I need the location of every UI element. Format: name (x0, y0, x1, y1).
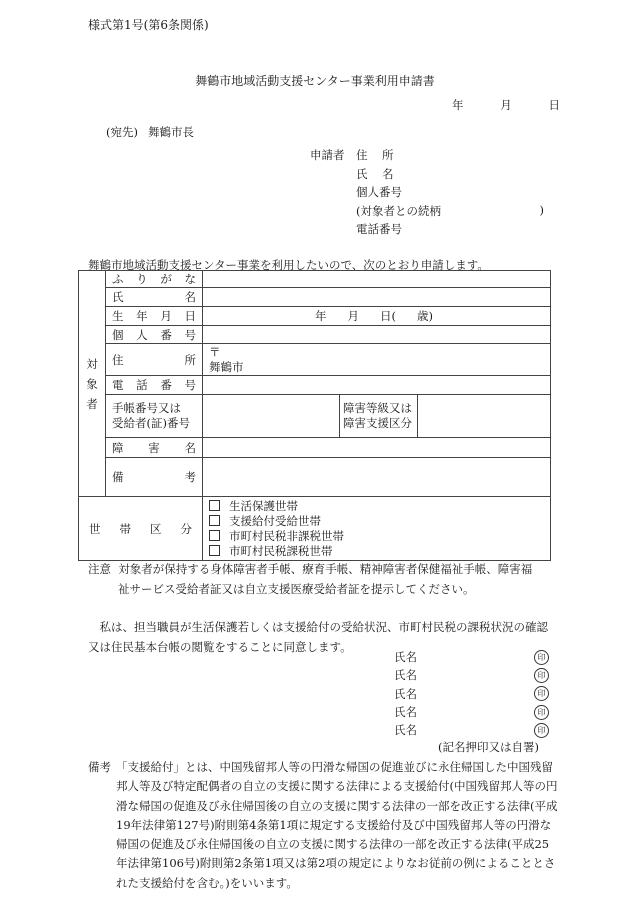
checkbox-icon[interactable] (209, 530, 220, 541)
signature-note: (記名押印又は自署) (438, 740, 539, 754)
personal-number-field[interactable] (203, 326, 551, 344)
booklet-number-label: 手帳番号又は 受給者(証)番号 (106, 395, 203, 438)
signature-line[interactable] (394, 685, 549, 703)
seal-icon: 印 (534, 705, 549, 720)
note-block (88, 559, 558, 599)
phone-label: 電 話 番 号 (106, 376, 203, 395)
signature-label: 氏名 (394, 668, 417, 683)
checkbox-icon[interactable] (209, 500, 220, 511)
remarks-text: 「支援給付」とは、中国残留邦人等の円滑な帰国の促進並びに永住帰国した中国残留邦人等及び特定配偶者の自立の支援に関する法律による支援給付(中国残留邦人等の円滑な帰国の促進及び永住帰国後の自立の支援に関する法律の一部を改正する法律(平成19年法律第127号)附則第4条第1項に規定する支援給付及び中国残留邦人等の円滑な帰国の促進及び永住帰国後の自立の支援に関する法律の一部を改正する法律(平成25年法律第106号)附則第2条第1項又は第2項の規定によりなお従前の例によることとされた支援給付を含む。)をいいます。 (116, 760, 558, 890)
birthdate-label: 生 年 月 日 (106, 307, 203, 326)
signature-line[interactable] (394, 666, 549, 684)
char: 住 (356, 148, 368, 162)
remarks-label: 備 考 (106, 458, 203, 497)
applicant-address-field[interactable] (356, 147, 546, 166)
char: 氏 (356, 166, 368, 181)
month-label: 月 (500, 98, 512, 112)
option-label: 市町村民税非課税世帯 (229, 528, 344, 543)
year-label: 年 (452, 98, 464, 112)
household-option-non-taxable[interactable] (209, 529, 544, 544)
address-field[interactable] (203, 344, 551, 376)
household-option-support[interactable] (209, 514, 544, 529)
applicant-relationship-field[interactable] (356, 203, 544, 222)
booklet-number-field[interactable] (203, 395, 340, 438)
checkbox-icon[interactable] (209, 515, 220, 526)
intro-text: 舞鶴市地域活動支援センター事業を利用したいので、次のとおり申請します。 (88, 258, 489, 272)
day-label: 日 (548, 98, 560, 112)
birth-year: 年 (315, 309, 327, 323)
signature-block (394, 648, 549, 739)
addressee-label: (宛先) (106, 125, 138, 139)
disability-name-field[interactable] (203, 438, 551, 458)
remarks-block (88, 758, 558, 893)
subject-side-label (79, 271, 106, 497)
household-option-taxable[interactable] (209, 544, 544, 559)
relationship-label: (対象者との続柄 (356, 203, 441, 218)
char: 象 (86, 376, 98, 391)
phone-field[interactable] (203, 376, 551, 395)
household-label: 世 帯 区 分 (79, 497, 203, 561)
seal-icon: 印 (534, 723, 549, 738)
date-line[interactable] (452, 97, 560, 113)
char: 者 (86, 396, 98, 411)
disability-grade-field[interactable] (418, 395, 551, 438)
note-line1: 対象者が保持する身体障害者手帳、療育手帳、精神障害者保健福祉手帳、障害福 (118, 562, 533, 576)
applicant-header: 申請者 (310, 148, 345, 162)
form-number: 様式第1号(第6条関係) (88, 18, 209, 32)
address-label: 住 所 (106, 344, 203, 376)
seal-icon: 印 (534, 650, 549, 665)
applicant-name-field[interactable] (356, 166, 546, 185)
name-field[interactable] (203, 288, 551, 307)
household-option-welfare[interactable] (209, 499, 544, 514)
signature-line[interactable] (394, 703, 549, 721)
application-table (78, 270, 551, 561)
document-title: 舞鶴市地域活動支援センター事業利用申請書 (195, 74, 435, 88)
seal-icon: 印 (534, 686, 549, 701)
applicant-personal-number-field[interactable]: 個人番号 (356, 185, 402, 199)
relationship-close: ) (539, 202, 544, 217)
signature-label: 氏名 (394, 686, 417, 701)
signature-line[interactable] (394, 648, 549, 666)
birthdate-field[interactable] (203, 307, 551, 326)
name-label: 氏 名 (106, 288, 203, 307)
checkbox-icon[interactable] (209, 545, 220, 556)
postal-mark: 〒 (209, 344, 221, 359)
option-label: 支援給付受給世帯 (229, 513, 321, 528)
remarks-field[interactable] (203, 458, 551, 497)
consent-text: 私は、担当職員が生活保護若しくは支援給付の受給状況、市町村民税の課税状況の確認又は住民基本台帳の閲覧をすることに同意します。 (88, 620, 548, 654)
signature-label: 氏名 (394, 650, 417, 665)
signature-label: 氏名 (394, 723, 417, 738)
signature-label: 氏名 (394, 705, 417, 720)
seal-icon: 印 (534, 668, 549, 683)
furigana-field[interactable] (203, 271, 551, 288)
char: 対 (86, 356, 98, 371)
birth-day: 日( (380, 309, 396, 323)
city-name: 舞鶴市 (209, 359, 244, 374)
note-line2: 祉サービス受給者証又は自立支援医療受給者証を提示してください。 (118, 582, 475, 596)
char: 所 (382, 148, 394, 162)
furigana-label: ふ り が な (106, 271, 203, 288)
remarks-label: 備考 (88, 760, 111, 774)
option-label: 市町村民税課税世帯 (229, 543, 333, 558)
birth-age: 歳) (417, 309, 433, 323)
applicant-block (310, 147, 546, 240)
char: 名 (382, 166, 394, 181)
addressee (106, 124, 194, 140)
option-label: 生活保護世帯 (229, 498, 298, 513)
addressee-name: 舞鶴市長 (147, 125, 194, 139)
personal-number-label: 個 人 番 号 (106, 326, 203, 344)
disability-name-label: 障 害 名 (106, 438, 203, 458)
note-label: 注意 (88, 562, 111, 576)
household-options (203, 497, 551, 561)
disability-grade-label: 障害等級又は 障害支援区分 (340, 395, 418, 438)
birth-month: 月 (347, 309, 359, 323)
applicant-phone-field[interactable]: 電話番号 (356, 222, 402, 236)
signature-line[interactable] (394, 721, 549, 739)
